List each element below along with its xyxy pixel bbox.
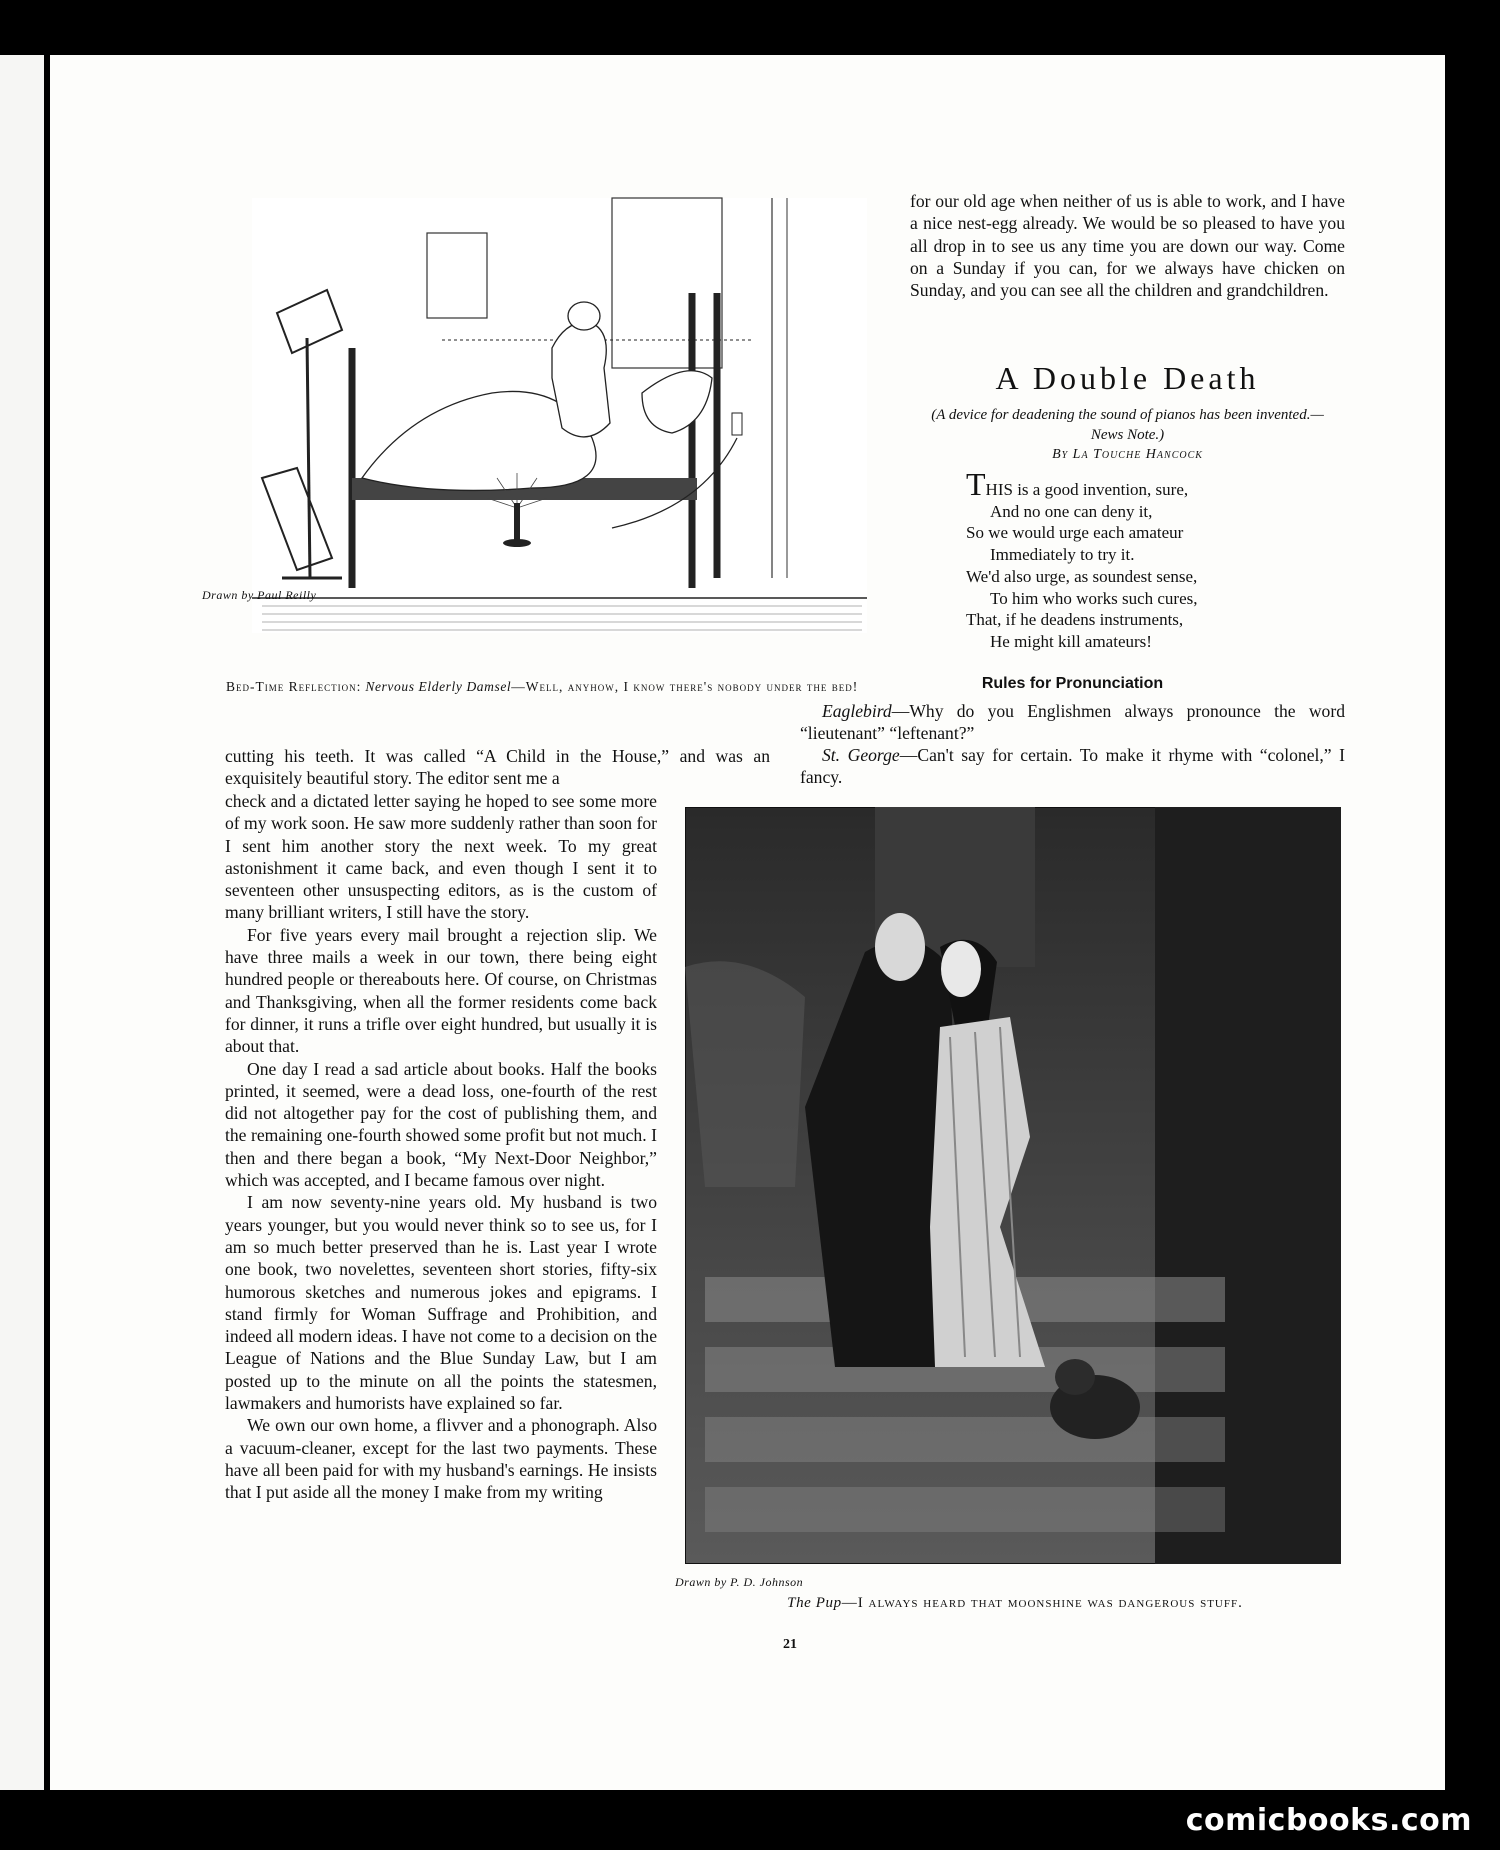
poem-byline: By La Touche Hancock — [1052, 447, 1203, 462]
left-paragraph-3: One day I read a sad article about books. Half the books printed, it seemed, were a dead loss, one-fourth of the rest did not altogether pay for the cost of publishing them, and the remaining one-fourth showed some profit but not much. I then and there began a book, “My Next-Door Neighbor,” which was accepted, and I became famous over night. — [225, 1058, 657, 1191]
couple-credit: Drawn by P. D. Johnson — [675, 1575, 804, 1589]
right-column-continuation: for our old age when neither of us is able to work, and I have a nice nest-egg already. We would be so pleased to have you all drop in to see us any time you are down our way. Come on a Sunday if you can, for we always have chicken on Sunday, and you can see all the children and grandchildren. — [910, 191, 1345, 301]
poem-line-8: He might kill amateurs! — [990, 631, 1152, 651]
site-watermark: comicbooks.com — [1185, 1803, 1472, 1838]
rules-line-2: —Can't say for certain. To make it rhyme with “colonel,” I fancy. — [800, 745, 1346, 788]
bedtime-credit: Drawn by Paul Reilly — [202, 588, 317, 602]
left-paragraph-5: We own our own home, a flivver and a phonograph. Also a vacuum-cleaner, except for the last two payments. These have all been paid for with my husband's earnings. He insists that I put aside all the money I make from my writing — [225, 1415, 657, 1503]
bedtime-caption-speaker: Nervous Elderly Damsel — [365, 679, 512, 694]
bedtime-caption — [226, 677, 876, 696]
poem-first-line: HIS is a good invention, sure, — [985, 480, 1189, 499]
poem-line-1 — [966, 466, 1296, 502]
poem-line-6: To him who works such cures, — [990, 588, 1198, 608]
left-paragraph-4: I am now seventy-nine years old. My husband is two years younger, but you would never think so to see us, for I am so much better preserved than he is. Last year I wrote one book, two novelettes, seventeen short stories, fifty-six humorous sketches and numerous jokes and epigrams. I stand firmly for Woman Suffrage and Prohibition, and indeed all modern ideas. I have not come to a decision on the League of Nations and the Blue Sunday Law, but I am posted up to the minute on all the points the statesmen, lawmakers and humorists have explained so far. — [225, 1192, 657, 1414]
poem-drop-cap: T — [966, 466, 986, 502]
rules-exchange-2 — [800, 744, 1345, 789]
page-number: 21 — [783, 1637, 797, 1652]
poem-line-3: So we would urge each amateur — [966, 523, 1184, 543]
left-paragraph-2: For five years every mail brought a rejection slip. We have three mails a week in our town, there being eight hundred people or thereabouts here. Of course, on Christmas and Thanksgiving, when all the former residents come back for dinner, it runs a trifle over eight hundred, but usually it is about that. — [225, 924, 657, 1057]
poem-title: A Double Death — [995, 360, 1260, 396]
poem-line-4: Immediately to try it. — [990, 545, 1135, 565]
couple-drawing — [685, 807, 1341, 1564]
poem-subtitle: (A device for deadening the sound of pianos has been invented.—News Note.) — [931, 407, 1324, 443]
rules-line-1: —Why do you Englishmen always pronounce the word “lieutenant” “leftenant?” — [800, 701, 1345, 744]
rules-exchange-1 — [800, 700, 1345, 745]
poem-block — [910, 360, 1345, 463]
couple-caption-text: —I always heard that moonshine was dangerous stuff. — [841, 1595, 1243, 1611]
rules-speaker-1: Eaglebird — [822, 701, 892, 721]
couple-illustration — [675, 807, 1341, 1589]
bedtime-drawing — [232, 178, 887, 646]
left-paragraph-1: check and a dictated letter saying he hoped to see some more of my work soon. He saw more suddenly rather than soon for I sent him another story the next week. To my great astonishment it came back, and even though I sent it to seventeen other unsuspecting editors, as is the custom of many brilliant writers, I still have the story. — [225, 791, 657, 923]
previous-page-edge — [0, 55, 44, 1790]
couple-caption — [690, 1595, 1340, 1612]
bedtime-caption-label: Bed-Time Reflection: — [226, 679, 362, 694]
rules-heading: Rules for Pronunciation — [981, 675, 1164, 692]
poem-line-7: That, if he deadens instruments, — [966, 610, 1184, 630]
couple-caption-title: The Pup — [787, 1595, 842, 1611]
left-column-text — [225, 790, 657, 1504]
poem-line-2: And no one can deny it, — [990, 501, 1153, 521]
rules-speaker-2: St. George — [822, 745, 900, 765]
left-column-paragraph-top: cutting his teeth. It was called “A Child in the House,” and was an exquisitely beautiful story. The editor sent me a — [225, 746, 770, 789]
bedtime-illustration — [202, 178, 887, 646]
poem-line-5: We'd also urge, as soundest sense, — [966, 566, 1198, 586]
poem-stanza — [966, 466, 1296, 653]
bedtime-caption-text: —Well, anyhow, I know there's nobody under the bed! — [511, 679, 859, 694]
